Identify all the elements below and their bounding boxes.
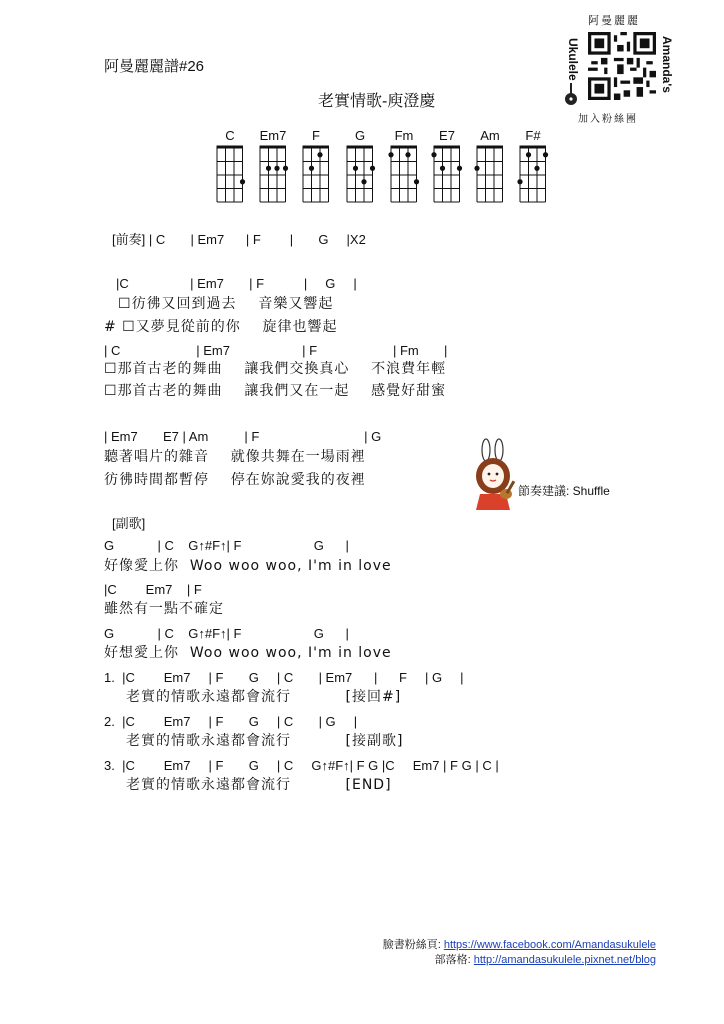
chord-diagram-grid [344,144,376,206]
ending-3-chords: 3. |C Em7 | F G | C G↑#F↑| F G |C Em7 | F G | C | [104,758,499,773]
chord-g [340,128,380,206]
chord-diagram-grid [474,144,506,206]
chorus-lyric-2: 雖然有一點不確定 [104,601,224,617]
series-title: 阿曼麗麗譜#26 [104,58,205,75]
verse-chords-1: |C | Em7 | F | G | [116,276,357,291]
ending-2-chords: 2. |C Em7 | F G | C | G | [104,714,358,729]
ending-1-lyric: 老實的情歌永遠都會流行 [接回#] [126,689,402,705]
intro-line: [前奏] | C | Em7 | F | G |X2 [112,232,366,247]
finger-dot [431,152,436,157]
finger-dot [266,166,271,171]
brand-name: 阿曼麗麗 [588,15,640,27]
chord-em7 [253,128,293,206]
prechorus-lyric-2: 彷彿時間都暫停 停在妳說愛我的夜裡 [104,472,366,488]
repeat-mark: # [104,319,117,335]
finger-dot [405,152,410,157]
finger-dot [526,152,531,157]
song-title: 老實情歌-庾澄慶 [318,93,436,110]
qr-code-icon[interactable] [588,32,656,100]
chord-e7 [427,128,467,206]
finger-dot [317,152,322,157]
fan-page-label: 加入粉絲團 [578,114,638,125]
finger-dot [414,179,419,184]
chord-diagram-grid [517,144,549,206]
ending-2-lyric: 老實的情歌永遠都會流行 [接副歌] [126,733,404,749]
finger-dot [240,179,245,184]
finger-dot [440,166,445,171]
finger-dot [388,152,393,157]
chord-fm [384,128,424,206]
verse-lyric-1: ☐彷彿又回到過去 音樂又響起 [118,296,334,312]
verse-lyric-4: ☐那首古老的舞曲 讓我們又在一起 感覺好甜蜜 [104,383,447,399]
finger-dot [361,179,366,184]
chord-name: G [354,128,366,143]
ending-1-chords: 1. |C Em7 | F G | C | Em7 | F | G | [104,670,464,685]
chord-diagram-grid [388,144,420,206]
facebook-link[interactable]: https://www.facebook.com/Amandasukulele [443,939,656,951]
facebook-footer: 臉書粉絲頁: https://www.facebook.com/Amandasukulele [382,939,656,951]
finger-dot [283,166,288,171]
chorus-lyric-3: 好想愛上你 Woo woo woo, I'm in love [104,645,392,661]
prechorus-chords: | Em7 E7 | Am | F | G [104,429,382,444]
finger-dot [457,166,462,171]
chord-name: Am [480,128,500,143]
rhythm-suggestion: 節奏建議: Shuffle [518,484,610,498]
chord-name: Fm [394,128,414,143]
chord-f [296,128,336,206]
chord-name: F# [525,128,541,143]
chord-name: E7 [439,128,455,143]
ukulele-icon [562,82,580,106]
chord-name: Em7 [259,128,287,143]
finger-dot [353,166,358,171]
chord-am [470,128,510,206]
ending-3-lyric: 老實的情歌永遠都會流行 [END] [126,777,392,793]
chord-diagram-grid [257,144,289,206]
finger-dot [543,152,548,157]
prechorus-lyric-1: 聽著唱片的雜音 就像共舞在一場雨裡 [104,449,366,465]
finger-dot [534,166,539,171]
finger-dot [517,179,522,184]
chord-name: C [225,128,235,143]
chord-c [210,128,250,206]
chord-diagram-grid [214,144,246,206]
chorus-lyric-1: 好像愛上你 Woo woo woo, I'm in love [104,558,392,574]
chorus-label: [副歌] [112,516,146,531]
finger-dot [309,166,314,171]
chorus-chords-3: G | C G↑#F↑| F G | [104,626,349,641]
blog-footer: 部落格: http://amandasukulele.pixnet.net/blog [434,954,656,966]
chord-name: F [312,128,320,143]
chorus-chords-2: |C Em7 | F [104,582,202,597]
finger-dot [370,166,375,171]
bunny-mascot-icon [466,438,522,516]
chorus-chords-1: G | C G↑#F↑| F G | [104,538,349,553]
blog-link[interactable]: http://amandasukulele.pixnet.net/blog [473,954,656,966]
brand-side-right: Amanda's [660,36,674,93]
verse-lyric-2: # ☐又夢見從前的你 旋律也響起 [104,319,338,335]
verse-chords-2: | C | Em7 | F | Fm | [104,343,448,358]
brand-side-left: Ukulele [566,38,580,81]
finger-dot [274,166,279,171]
finger-dot [474,166,479,171]
chord-fsharp [513,128,553,206]
chord-diagram-grid [300,144,332,206]
chord-diagram-grid [431,144,463,206]
verse-lyric-3: ☐那首古老的舞曲 讓我們交換真心 不浪費年輕 [104,361,447,377]
